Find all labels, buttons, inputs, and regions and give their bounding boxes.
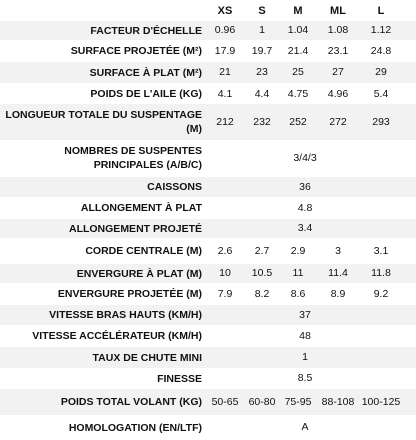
row-value-m: 1.04	[287, 24, 309, 36]
row-label: CAISSONS	[147, 181, 202, 193]
row-value-m: 4.75	[287, 88, 309, 100]
row-value-all-sizes: 1	[302, 351, 308, 363]
row-value-xs: 50-65	[211, 396, 239, 408]
spec-row	[0, 219, 416, 238]
row-value-xs: 7.9	[217, 288, 233, 300]
row-value-m: 25	[292, 66, 304, 78]
row-value-l: 5.4	[373, 88, 389, 100]
row-value-m: 252	[289, 116, 307, 128]
row-value-all-sizes: 37	[299, 309, 311, 321]
row-value-all-sizes: 4.8	[297, 202, 313, 214]
row-value-all-sizes: 48	[299, 330, 311, 342]
row-value-ml: 3	[335, 245, 341, 257]
row-label: LONGUEUR TOTALE DU SUSPENTAGE (M)	[5, 109, 202, 135]
row-value-m: 2.9	[290, 245, 306, 257]
row-value-ml: 11.4	[328, 267, 348, 279]
spec-row	[0, 238, 416, 264]
spec-row	[0, 40, 416, 62]
row-label: FINESSE	[157, 373, 202, 385]
spec-row	[0, 83, 416, 105]
row-value-m: 11	[292, 267, 304, 279]
row-value-xs: 212	[216, 116, 234, 128]
row-value-ml: 27	[332, 66, 344, 78]
row-label: ALLONGEMENT PROJETÉ	[68, 223, 202, 235]
row-label: ENVERGURE À PLAT (M)	[76, 268, 202, 280]
row-value-l: 11.8	[371, 267, 391, 279]
size-header-ml: ML	[330, 5, 346, 17]
row-label: SURFACE À PLAT (M²)	[89, 67, 202, 79]
row-value-xs: 17.9	[214, 45, 236, 57]
row-label: POIDS TOTAL VOLANT (KG)	[60, 396, 202, 408]
row-value-ml: 23.1	[327, 45, 349, 57]
row-label: FACTEUR D'ÉCHELLE	[90, 25, 202, 37]
row-label: HOMOLOGATION (EN/LTF)	[68, 422, 202, 434]
row-value-l: 9.2	[373, 288, 389, 300]
row-value-xs: 2.6	[217, 245, 233, 257]
spec-row	[0, 305, 416, 325]
size-header-m: M	[293, 5, 303, 17]
size-header-row	[0, 0, 416, 21]
spec-row	[0, 104, 416, 140]
row-value-s: 23	[256, 66, 268, 78]
row-label: SURFACE PROJETÉE (M²)	[70, 45, 202, 57]
row-value-xs: 21	[219, 66, 231, 78]
row-value-l: 24.8	[370, 45, 392, 57]
row-value-l: 100-125	[361, 396, 401, 408]
row-label: ENVERGURE PROJETÉE (M)	[57, 288, 202, 300]
row-label: TAUX DE CHUTE MINI	[92, 352, 202, 364]
row-label: CORDE CENTRALE (M)	[85, 245, 202, 257]
row-value-xs: 10	[219, 267, 231, 279]
spec-row	[0, 264, 416, 283]
row-value-all-sizes: 3/4/3	[293, 152, 317, 164]
row-value-ml: 1.08	[327, 24, 349, 36]
row-value-all-sizes: 8.5	[297, 372, 313, 384]
row-value-l: 29	[375, 66, 387, 78]
spec-row	[0, 197, 416, 219]
row-value-xs: 0.96	[214, 24, 236, 36]
spec-row	[0, 347, 416, 368]
row-value-s: 10.5	[251, 267, 273, 279]
row-value-s: 4.4	[254, 88, 270, 100]
row-value-ml: 88-108	[321, 396, 355, 408]
row-value-ml: 272	[329, 116, 347, 128]
size-header-xs: XS	[217, 5, 233, 17]
row-label: VITESSE BRAS HAUTS (KM/H)	[49, 309, 202, 321]
spec-row	[0, 62, 416, 83]
row-value-all-sizes: 3.4	[297, 222, 313, 234]
row-value-l: 1.12	[370, 24, 392, 36]
spec-row	[0, 21, 416, 40]
spec-row	[0, 368, 416, 389]
row-value-m: 75-95	[284, 396, 312, 408]
row-value-ml: 4.96	[327, 88, 349, 100]
row-label: POIDS DE L'AILE (KG)	[90, 88, 202, 100]
row-label: VITESSE ACCÉLÉRATEUR (KM/H)	[32, 330, 202, 342]
row-label: ALLONGEMENT À PLAT	[80, 202, 202, 214]
row-value-s: 1	[259, 24, 265, 36]
row-value-m: 8.6	[290, 288, 306, 300]
row-value-s: 8.2	[254, 288, 270, 300]
spec-row	[0, 389, 416, 415]
spec-row	[0, 283, 416, 305]
row-value-s: 232	[253, 116, 271, 128]
row-value-s: 60-80	[248, 396, 276, 408]
row-value-l: 293	[372, 116, 390, 128]
row-value-l: 3.1	[373, 245, 389, 257]
row-value-xs: 4.1	[217, 88, 233, 100]
row-value-s: 19.7	[251, 45, 273, 57]
row-value-ml: 8.9	[330, 288, 346, 300]
row-value-all-sizes: A	[301, 421, 309, 433]
row-value-m: 21.4	[287, 45, 309, 57]
size-header-l: L	[377, 5, 385, 17]
spec-row	[0, 177, 416, 197]
spec-row	[0, 415, 416, 440]
row-value-all-sizes: 36	[299, 181, 311, 193]
spec-row	[0, 140, 416, 177]
row-label: NOMBRES DE SUSPENTES PRINCIPALES (A/B/C)	[64, 145, 202, 171]
row-value-s: 2.7	[254, 245, 270, 257]
spec-row	[0, 325, 416, 347]
size-header-s: S	[258, 5, 266, 17]
